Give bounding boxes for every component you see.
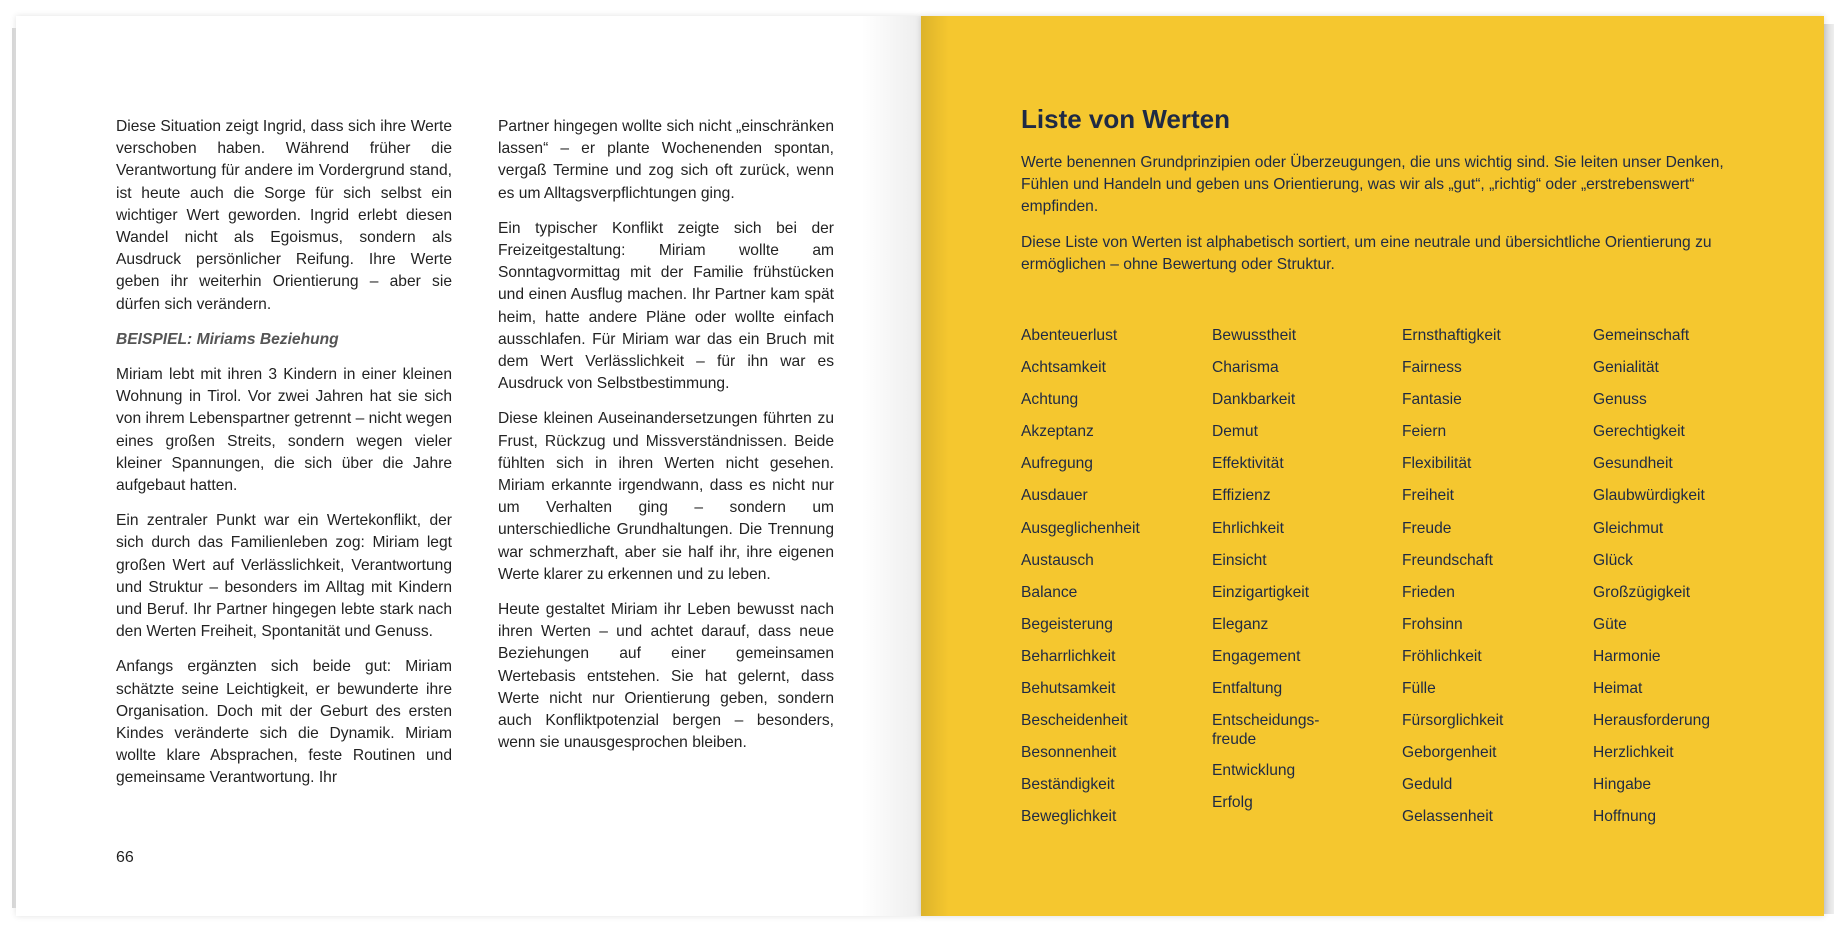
value-item: Gemeinschaft bbox=[1593, 327, 1690, 344]
value-item: Balance bbox=[1021, 583, 1078, 601]
value-item: Freiheit bbox=[1402, 487, 1454, 505]
value-item: Bescheidenheit bbox=[1021, 712, 1128, 730]
value-item: Erfolg bbox=[1212, 794, 1253, 812]
value-item: Dankbarkeit bbox=[1212, 391, 1296, 409]
value-item: Begeisterung bbox=[1021, 615, 1113, 633]
page-number: 66 bbox=[116, 849, 134, 866]
value-item: Engagement bbox=[1212, 647, 1301, 665]
value-item: Ausgeglichenheit bbox=[1021, 519, 1140, 537]
value-item: Freundschaft bbox=[1402, 551, 1494, 569]
value-item: Herzlichkeit bbox=[1593, 744, 1674, 762]
value-item: Einsicht bbox=[1212, 551, 1267, 569]
value-item: Aufregung bbox=[1021, 455, 1093, 473]
value-item: Genuss bbox=[1593, 391, 1647, 409]
value-item: Ausdauer bbox=[1021, 487, 1088, 505]
value-item: Entscheidungs- freude bbox=[1212, 712, 1320, 749]
value-item: Herausforderung bbox=[1593, 712, 1711, 730]
value-item: Entwicklung bbox=[1212, 762, 1296, 780]
value-item: Achtsamkeit bbox=[1021, 359, 1106, 377]
values-column bbox=[1593, 326, 1743, 840]
paragraph: Ein zentraler Punkt war ein Wertekonflikt, der sich durch das Familienleben zog: Miriam legt großen Wert auf Verlässlichkeit, Verantwortung und Struktur – besonders im Alltag mit Kindern und Beruf. Ihr Partner hingegen lebte stark nach den Werten Freiheit, Spontanität und Genuss. bbox=[116, 512, 452, 641]
value-item: Glaubwürdigkeit bbox=[1593, 487, 1705, 505]
value-item: Charisma bbox=[1212, 359, 1279, 377]
paragraph: Diese Situation zeigt Ingrid, dass sich ihre Werte verschoben haben. Während früher die Verantwortung für andere im Vordergrund stand, ist heute auch die Sorge für sich selbst ein wichtiger Wert geworden. Ingrid erlebt diesen Wandel nicht als Egoismus, sondern als Ausdruck persönlicher Reifung. Ihre Werte geben ihr weiterhin Orientierung – aber sie dürfen sich verändern. bbox=[116, 118, 452, 313]
page-title: Liste von Werten bbox=[1021, 104, 1231, 134]
value-item: Geborgenheit bbox=[1402, 744, 1497, 762]
value-item: Gelassenheit bbox=[1402, 808, 1494, 826]
value-item: Fairness bbox=[1402, 359, 1462, 377]
values-column bbox=[1402, 326, 1593, 840]
value-item: Fantasie bbox=[1402, 391, 1462, 409]
value-item: Genialität bbox=[1593, 359, 1659, 377]
value-item: Feiern bbox=[1402, 423, 1447, 441]
gutter-shadow bbox=[921, 16, 949, 916]
value-item: Beharrlichkeit bbox=[1021, 647, 1116, 665]
value-item: Besonnenheit bbox=[1021, 744, 1117, 762]
value-item: Eleganz bbox=[1212, 615, 1269, 633]
intro-text bbox=[1021, 152, 1726, 289]
value-item: Freude bbox=[1402, 519, 1452, 537]
value-item: Beweglichkeit bbox=[1021, 808, 1117, 826]
right-page bbox=[921, 16, 1824, 916]
paragraph: Werte benennen Grundprinzipien oder Überzeugungen, die uns wichtig sind. Sie leiten unser Denken, Fühlen und Handeln und geben uns Orientierung, was wir als „gut“, „richtig“ oder „erstrebenswert“ empfinden. bbox=[1021, 154, 1724, 216]
left-text-column bbox=[116, 116, 452, 803]
paragraph: Diese Liste von Werten ist alphabetisch sortiert, um eine neutrale und übersichtliche Orientierung zu ermöglichen – ohne Bewertung oder Struktur. bbox=[1021, 233, 1712, 273]
value-item: Gleichmut bbox=[1593, 519, 1664, 537]
value-item: Hingabe bbox=[1593, 776, 1652, 794]
paragraph: Ein typischer Konflikt zeigte sich bei der Freizeitgestaltung: Miriam wollte am Sonntagvormittag mit der Familie frühstücken und einen Ausflug machen. Ihr Partner kam spät heim, hatte andere Pläne oder wollte einfach ausschlafen. Für Miriam war das ein Bruch mit dem Wert Verlässlichkeit – für ihn war es Ausdruck von Selbstbestimmung. bbox=[498, 219, 834, 393]
value-item: Fröhlichkeit bbox=[1402, 647, 1482, 665]
value-item: Hoffnung bbox=[1593, 808, 1657, 826]
value-item: Demut bbox=[1212, 423, 1258, 441]
left-page bbox=[16, 16, 921, 916]
value-item: Effizienz bbox=[1212, 487, 1271, 505]
value-item: Austausch bbox=[1021, 551, 1094, 569]
value-item: Gerechtigkeit bbox=[1593, 423, 1685, 441]
value-item: Großzügigkeit bbox=[1593, 583, 1691, 601]
value-item: Fürsorglichkeit bbox=[1402, 712, 1504, 730]
value-item: Harmonie bbox=[1593, 647, 1661, 665]
value-item: Entfaltung bbox=[1212, 680, 1283, 698]
value-item: Behutsamkeit bbox=[1021, 680, 1116, 698]
gutter-shadow bbox=[861, 16, 921, 916]
value-item: Bewusstheit bbox=[1212, 327, 1297, 344]
value-item: Flexibilität bbox=[1402, 455, 1472, 473]
value-item: Einzigartigkeit bbox=[1212, 583, 1310, 601]
value-item: Achtung bbox=[1021, 391, 1079, 409]
values-column bbox=[1021, 326, 1212, 840]
value-item: Gesundheit bbox=[1593, 455, 1673, 473]
value-item: Geduld bbox=[1402, 776, 1453, 794]
value-item: Akzeptanz bbox=[1021, 423, 1094, 441]
value-item: Ernsthaftigkeit bbox=[1402, 327, 1501, 344]
value-item: Beständigkeit bbox=[1021, 776, 1115, 794]
value-item: Abenteuerlust bbox=[1021, 327, 1118, 344]
value-item: Effektivität bbox=[1212, 455, 1284, 473]
right-text-column bbox=[498, 116, 834, 767]
paragraph: Diese kleinen Auseinandersetzungen führten zu Frust, Rückzug und Missverständnissen. Beide fühlten sich in ihren Werten nicht gesehen. Miriam erkannte irgendwann, dass es nicht nur um Verhalten ging – sondern um unterschiedliche Grundhaltungen. Die Trennung war schmerzhaft, aber sie half ihr, ihre eigenen Werte klarer zu erkennen und zu leben. bbox=[498, 410, 834, 583]
value-item: Glück bbox=[1593, 551, 1633, 569]
value-item: Frohsinn bbox=[1402, 615, 1463, 633]
paragraph: Heute gestaltet Miriam ihr Leben bewusst nach ihren Werten – und achtet darauf, dass neue Beziehungen auf einer gemeinsamen Wertebasis entstehen. Sie hat gelernt, dass Werte nicht nur Orientierung geben, sondern auch Konfliktpotenzial bergen – besonders, wenn sie unausgesprochen bleiben. bbox=[498, 601, 834, 752]
values-list bbox=[1021, 326, 1741, 840]
paragraph: Miriam lebt mit ihren 3 Kindern in einer kleinen Wohnung in Tirol. Vor zwei Jahren hat sie sich von ihrem Lebenspartner getrennt – nicht wegen eines großen Streits, sondern wegen vieler kleiner Spannungen, die sich über die Jahre aufgebaut hatten. bbox=[116, 366, 452, 495]
value-item: Güte bbox=[1593, 615, 1627, 633]
paragraph: Partner hingegen wollte sich nicht „einschränken lassen“ – er plante Wochenenden spontan, vergaß Termine und zog sich oft zurück, wenn es um Alltagsverpflichtungen ging. bbox=[498, 118, 834, 202]
value-item: Heimat bbox=[1593, 680, 1643, 698]
values-column bbox=[1212, 326, 1402, 840]
value-item: Fülle bbox=[1402, 680, 1436, 698]
page-stack-right bbox=[1824, 24, 1834, 914]
value-item: Ehrlichkeit bbox=[1212, 519, 1284, 537]
paragraph: Anfangs ergänzten sich beide gut: Miriam schätzte seine Leichtigkeit, er bewunderte ihre Organisation. Doch mit der Geburt des ersten Kindes veränderte sich die Dynamik. Miriam wollte klare Absprachen, feste Routinen und gemeinsame Verantwortung. Ihr bbox=[116, 658, 452, 787]
value-item: Frieden bbox=[1402, 583, 1455, 601]
example-heading: BEISPIEL: Miriams Beziehung bbox=[116, 330, 339, 348]
